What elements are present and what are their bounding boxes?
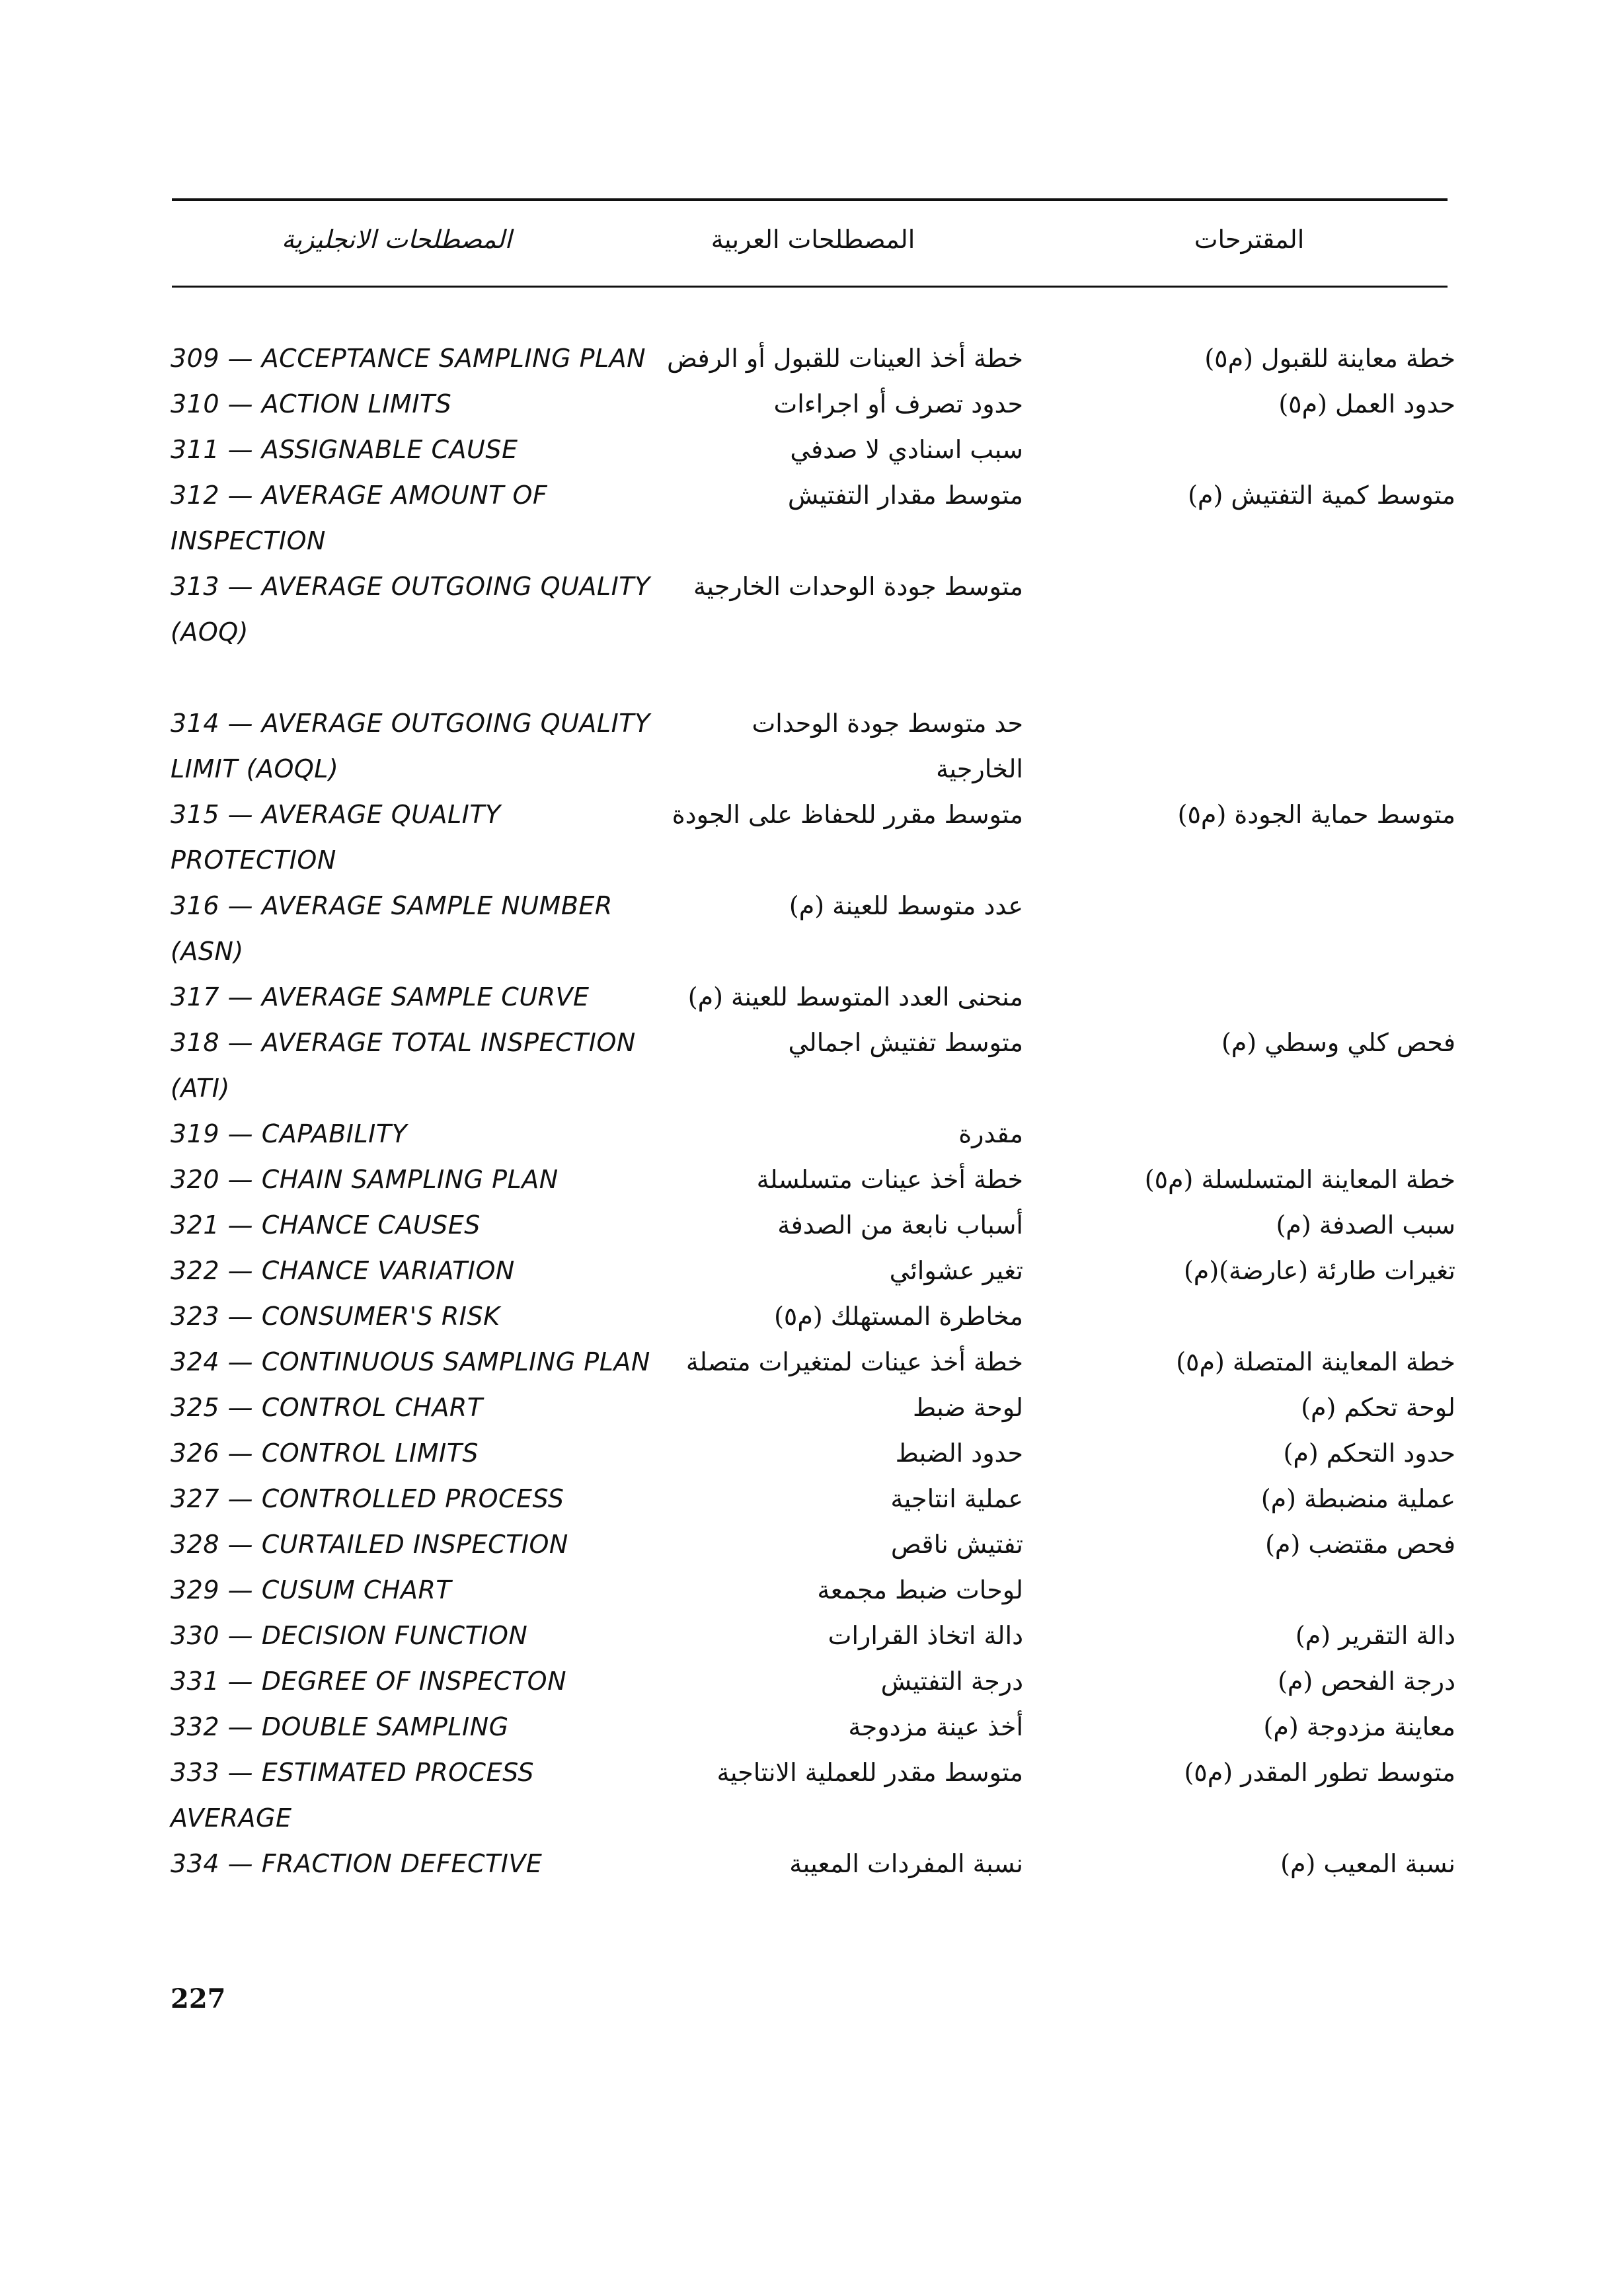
english-term: 331 — DEGREE OF INSPECTON [171, 1667, 567, 1696]
english-term: 329 — CUSUM CHART [171, 1575, 452, 1604]
english-term: 310 — ACTION LIMITS [171, 389, 452, 418]
glossary-row [0, 974, 1624, 1020]
glossary-row [0, 1476, 1624, 1522]
arabic-term: حدود الضبط [895, 1439, 1023, 1468]
english-term: 325 — CONTROL CHART [171, 1393, 483, 1422]
english-term: 315 — AVERAGE QUALITY [171, 800, 501, 829]
english-term: 318 — AVERAGE TOTAL INSPECTION [171, 1028, 636, 1057]
arabic-term: خطة أخذ عينات لمتغيرات متصلة [685, 1347, 1023, 1376]
glossary-row [0, 1066, 1624, 1111]
page-number: 227 [171, 1983, 226, 2014]
english-term: PROTECTION [171, 846, 336, 875]
glossary-row [0, 1522, 1624, 1567]
glossary-row [0, 610, 1624, 655]
glossary-row [0, 381, 1624, 427]
arabic-term: متوسط جودة الوحدات الخارجية [693, 572, 1023, 601]
arabic-term: لوحة ضبط [913, 1393, 1023, 1422]
glossary-row [0, 1796, 1624, 1841]
suggested-term: متوسط كمية التفتيش (م) [1188, 481, 1455, 510]
arabic-term: متوسط مقدار التفتيش [787, 481, 1023, 510]
glossary-row [0, 564, 1624, 610]
arabic-term: عملية انتاجية [890, 1484, 1023, 1513]
suggested-term: فحص كلي وسطي (م) [1221, 1028, 1455, 1057]
english-term: (ASN) [171, 937, 244, 966]
english-term: 314 — AVERAGE OUTGOING QUALITY [171, 709, 650, 738]
english-term: 324 — CONTINUOUS SAMPLING PLAN [171, 1347, 650, 1376]
suggested-term: عملية منضبطة (م) [1260, 1484, 1455, 1513]
english-term: (AOQ) [171, 617, 249, 647]
glossary-row [0, 336, 1624, 381]
english-term: 316 — AVERAGE SAMPLE NUMBER [171, 891, 613, 920]
arabic-term: مخاطرة المستهلك (م٥) [774, 1302, 1023, 1331]
glossary-row [0, 929, 1624, 974]
glossary-row [0, 838, 1624, 883]
arabic-term: الخارجية [936, 754, 1023, 783]
glossary-row [0, 473, 1624, 518]
english-term: 320 — CHAIN SAMPLING PLAN [171, 1165, 559, 1194]
row-spacer [0, 655, 1624, 701]
suggested-term: متوسط حماية الجودة (م٥) [1177, 800, 1455, 829]
glossary-row [0, 701, 1624, 746]
arabic-term: نسبة المفردات المعيبة [789, 1849, 1023, 1878]
glossary-row [0, 1294, 1624, 1339]
glossary-row [0, 1567, 1624, 1613]
glossary-row [0, 1203, 1624, 1248]
glossary-row [0, 1613, 1624, 1659]
glossary-row [0, 1248, 1624, 1294]
glossary-row [0, 883, 1624, 929]
column-header-suggestions: المقترحات [1194, 225, 1305, 254]
arabic-term: أسباب نابعة من الصدفة [777, 1210, 1023, 1240]
english-term: INSPECTION [171, 526, 326, 555]
glossary-row [0, 1841, 1624, 1887]
glossary-row [0, 1111, 1624, 1157]
english-term: 312 — AVERAGE AMOUNT OF [171, 481, 548, 510]
suggested-term: خطة معاينة للقبول (م٥) [1204, 344, 1455, 373]
suggested-term: حدود التحكم (م) [1283, 1439, 1455, 1468]
arabic-term: أخذ عينة مزدوجة [848, 1712, 1023, 1741]
english-term: 330 — DECISION FUNCTION [171, 1621, 528, 1650]
suggested-term: خطة المعاينة المتسلسلة (م٥) [1144, 1165, 1455, 1194]
arabic-term: متوسط مقرر للحفاظ على الجودة [672, 800, 1023, 829]
glossary-row [0, 1385, 1624, 1431]
glossary-row [0, 1659, 1624, 1704]
english-term: 309 — ACCEPTANCE SAMPLING PLAN [171, 344, 646, 373]
arabic-term: تفتيش ناقص [890, 1530, 1023, 1559]
english-term: 322 — CHANCE VARIATION [171, 1256, 515, 1285]
arabic-term: درجة التفتيش [880, 1667, 1023, 1696]
column-header-english-terms: المصطلحات الانجليزية [281, 225, 512, 254]
glossary-row [0, 1704, 1624, 1750]
glossary-row [0, 1750, 1624, 1796]
header-bottom-rule [172, 286, 1448, 288]
suggested-term: خطة المعاينة المتصلة (م٥) [1176, 1347, 1455, 1376]
glossary-row [0, 427, 1624, 473]
suggested-term: دالة التقرير (م) [1295, 1621, 1455, 1650]
glossary-row [0, 792, 1624, 838]
glossary-row [0, 746, 1624, 792]
arabic-term: دالة اتخاذ القرارات [828, 1621, 1023, 1650]
suggested-term: فحص مقتضب (م) [1265, 1530, 1455, 1559]
english-term: LIMIT (AOQL) [171, 754, 339, 783]
header-top-rule [172, 198, 1448, 201]
english-term: 332 — DOUBLE SAMPLING [171, 1712, 509, 1741]
english-term: AVERAGE [171, 1803, 292, 1833]
suggested-term: سبب الصدفة (م) [1276, 1210, 1455, 1240]
english-term: 313 — AVERAGE OUTGOING QUALITY [171, 572, 650, 601]
suggested-term: متوسط تطور المقدر (م٥) [1184, 1758, 1455, 1787]
suggested-term: حدود العمل (م٥) [1278, 389, 1455, 418]
english-term: 319 — CAPABILITY [171, 1119, 408, 1148]
arabic-term: سبب اسنادي لا صدفي [790, 435, 1023, 464]
arabic-term: منحنى العدد المتوسط للعينة (م) [687, 982, 1023, 1011]
arabic-term: خطة أخذ العينات للقبول أو الرفض [667, 344, 1023, 373]
suggested-term: تغيرات طارئة (عارضة)(م) [1183, 1256, 1455, 1285]
suggested-term: نسبة المعيب (م) [1280, 1849, 1455, 1878]
arabic-term: حد متوسط جودة الوحدات [752, 709, 1023, 738]
english-term: 334 — FRACTION DEFECTIVE [171, 1849, 543, 1878]
english-term: 317 — AVERAGE SAMPLE CURVE [171, 982, 590, 1011]
english-term: 326 — CONTROL LIMITS [171, 1439, 479, 1468]
arabic-term: متوسط مقدر للعملية الانتاجية [716, 1758, 1023, 1787]
glossary-row [0, 1020, 1624, 1066]
arabic-term: حدود تصرف أو اجراءات [773, 389, 1023, 418]
arabic-term: لوحات ضبط مجمعة [817, 1575, 1023, 1604]
arabic-term: خطة أخذ عينات متسلسلة [756, 1165, 1023, 1194]
column-header-arabic-terms: المصطلحات العربية [711, 225, 915, 254]
arabic-term: مقدرة [958, 1119, 1023, 1148]
arabic-term: تغير عشوائي [889, 1256, 1023, 1285]
english-term: 327 — CONTROLLED PROCESS [171, 1484, 564, 1513]
suggested-term: لوحة تحكم (م) [1301, 1393, 1455, 1422]
arabic-term: عدد متوسط للعينة (م) [789, 891, 1023, 920]
glossary-row [0, 1431, 1624, 1476]
arabic-term: متوسط تفتيش اجمالي [788, 1028, 1023, 1057]
glossary-rows [0, 336, 1624, 1887]
suggested-term: معاينة مزدوجة (م) [1263, 1712, 1455, 1741]
english-term: 321 — CHANCE CAUSES [171, 1210, 481, 1240]
english-term: 323 — CONSUMER'S RISK [171, 1302, 500, 1331]
glossary-row [0, 1157, 1624, 1203]
english-term: 311 — ASSIGNABLE CAUSE [171, 435, 518, 464]
glossary-row [0, 518, 1624, 564]
english-term: 328 — CURTAILED INSPECTION [171, 1530, 568, 1559]
english-term: (ATI) [171, 1074, 230, 1103]
suggested-term: درجة الفحص (م) [1278, 1667, 1455, 1696]
english-term: 333 — ESTIMATED PROCESS [171, 1758, 534, 1787]
glossary-row [0, 1339, 1624, 1385]
